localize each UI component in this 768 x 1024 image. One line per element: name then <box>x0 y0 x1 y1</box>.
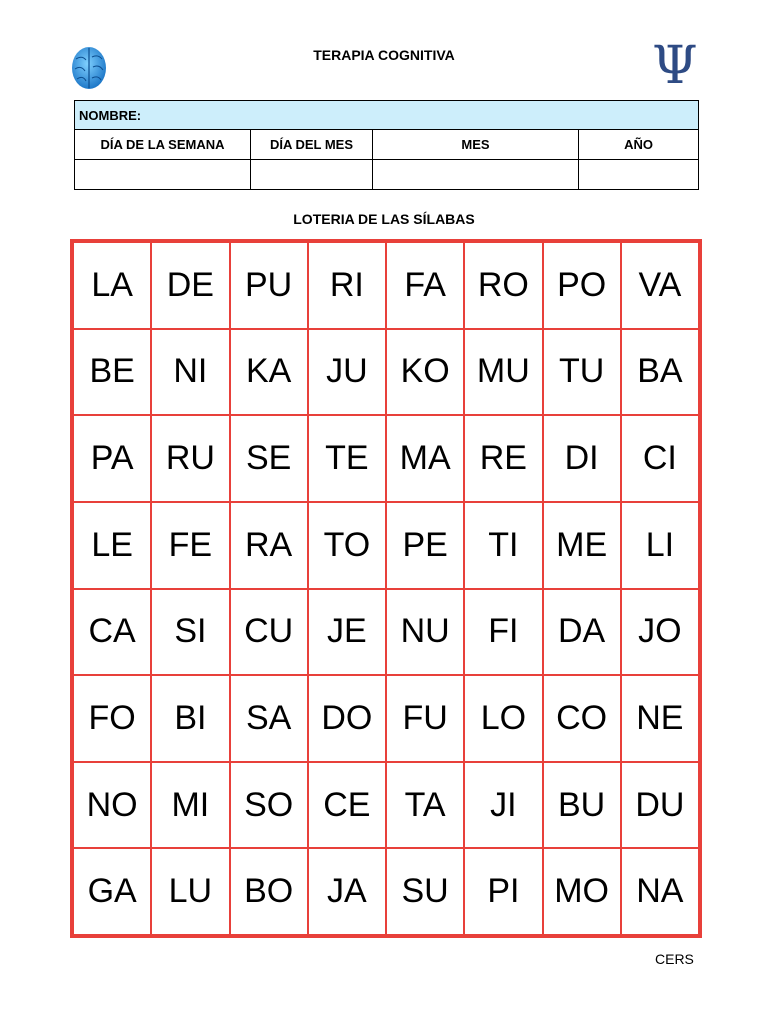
syllable-cell: GA <box>73 848 151 935</box>
footer-text: CERS <box>655 951 694 967</box>
syllable-cell: JE <box>308 589 386 676</box>
year-header: AÑO <box>579 130 699 160</box>
weekday-header: DÍA DE LA SEMANA <box>75 130 251 160</box>
syllable-cell: RI <box>308 242 386 329</box>
syllable-cell: BO <box>230 848 308 935</box>
syllable-cell: FA <box>386 242 464 329</box>
syllable-cell: MI <box>151 762 229 849</box>
name-label: NOMBRE: <box>79 107 142 123</box>
syllable-cell: PO <box>543 242 621 329</box>
day-field[interactable] <box>251 160 373 190</box>
syllable-cell: KA <box>230 329 308 416</box>
syllable-cell: DA <box>543 589 621 676</box>
syllable-cell: TU <box>543 329 621 416</box>
syllable-cell: DI <box>543 415 621 502</box>
section-title: LOTERIA DE LAS SÍLABAS <box>293 211 475 227</box>
syllable-cell: RU <box>151 415 229 502</box>
syllable-cell: CE <box>308 762 386 849</box>
syllable-grid <box>70 239 702 938</box>
syllable-cell: PU <box>230 242 308 329</box>
syllable-cell: MA <box>386 415 464 502</box>
syllable-cell: MO <box>543 848 621 935</box>
syllable-cell: CA <box>73 589 151 676</box>
weekday-field[interactable] <box>75 160 251 190</box>
syllable-cell: FU <box>386 675 464 762</box>
syllable-cell: NA <box>621 848 699 935</box>
syllable-cell: CI <box>621 415 699 502</box>
syllable-cell: DE <box>151 242 229 329</box>
syllable-cell: FI <box>464 589 542 676</box>
page-title: TERAPIA COGNITIVA <box>313 47 455 63</box>
syllable-cell: BA <box>621 329 699 416</box>
syllable-cell: NE <box>621 675 699 762</box>
name-field[interactable] <box>75 101 699 130</box>
month-field[interactable] <box>373 160 579 190</box>
syllable-cell: JO <box>621 589 699 676</box>
syllable-cell: PA <box>73 415 151 502</box>
syllable-cell: FE <box>151 502 229 589</box>
syllable-cell: LO <box>464 675 542 762</box>
syllable-cell: CO <box>543 675 621 762</box>
syllable-cell: JU <box>308 329 386 416</box>
syllable-cell: TA <box>386 762 464 849</box>
month-header: MES <box>373 130 579 160</box>
syllable-cell: SU <box>386 848 464 935</box>
syllable-cell: ME <box>543 502 621 589</box>
syllable-cell: SO <box>230 762 308 849</box>
syllable-cell: SA <box>230 675 308 762</box>
syllable-cell: BU <box>543 762 621 849</box>
info-form <box>74 100 699 190</box>
syllable-cell: LU <box>151 848 229 935</box>
syllable-cell: KO <box>386 329 464 416</box>
syllable-cell: JI <box>464 762 542 849</box>
syllable-cell: NI <box>151 329 229 416</box>
year-field[interactable] <box>579 160 699 190</box>
syllable-cell: RA <box>230 502 308 589</box>
syllable-cell: PE <box>386 502 464 589</box>
syllable-cell: LE <box>73 502 151 589</box>
syllable-cell: NU <box>386 589 464 676</box>
day-header: DÍA DEL MES <box>251 130 373 160</box>
syllable-cell: DU <box>621 762 699 849</box>
syllable-cell: PI <box>464 848 542 935</box>
syllable-cell: BE <box>73 329 151 416</box>
syllable-cell: LI <box>621 502 699 589</box>
psi-icon: Ψ <box>652 36 698 96</box>
syllable-cell: FO <box>73 675 151 762</box>
syllable-cell: VA <box>621 242 699 329</box>
syllable-cell: NO <box>73 762 151 849</box>
syllable-cell: DO <box>308 675 386 762</box>
syllable-cell: CU <box>230 589 308 676</box>
syllable-cell: MU <box>464 329 542 416</box>
syllable-cell: BI <box>151 675 229 762</box>
syllable-cell: TI <box>464 502 542 589</box>
syllable-cell: LA <box>73 242 151 329</box>
syllable-cell: RO <box>464 242 542 329</box>
syllable-cell: RE <box>464 415 542 502</box>
syllable-cell: SI <box>151 589 229 676</box>
syllable-cell: SE <box>230 415 308 502</box>
syllable-cell: TO <box>308 502 386 589</box>
syllable-cell: TE <box>308 415 386 502</box>
syllable-cell: JA <box>308 848 386 935</box>
